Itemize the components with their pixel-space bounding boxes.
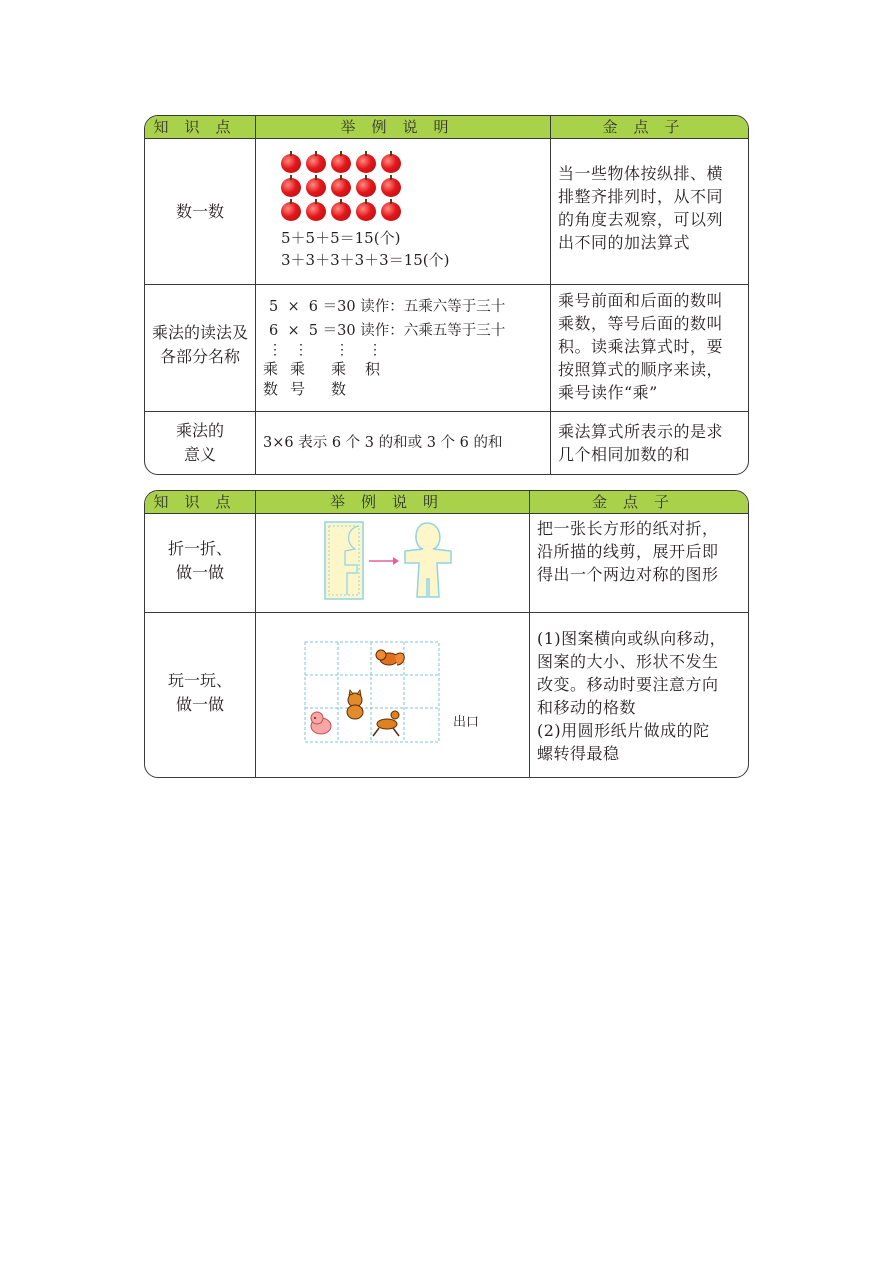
tip-line: 出不同的加法算式 — [558, 233, 691, 252]
topic-line: 乘法的读法及 — [151, 323, 248, 342]
apple-icon — [356, 178, 376, 197]
exit-label: 出口 — [453, 715, 480, 730]
apple-grid — [281, 154, 411, 222]
tip-line: 和移动的格数 — [537, 698, 637, 717]
apple-icon — [381, 202, 401, 221]
example-equation: 3＋3＋3＋3＋3＝15(个) — [281, 251, 450, 269]
part-name-product: 积 — [365, 360, 381, 378]
topic-play — [145, 669, 255, 717]
deer-icon — [373, 711, 399, 736]
apple-icon — [281, 202, 301, 221]
header-knowledge-point: 知识点 — [153, 118, 247, 136]
apple-icon — [381, 154, 401, 173]
topic-line: 玩一玩、 — [167, 671, 232, 690]
column-divider — [529, 491, 530, 777]
tip-line: 乘数，等号后面的数叫 — [558, 314, 724, 333]
column-divider — [550, 116, 551, 474]
apple-icon — [331, 178, 351, 197]
tip-line: 得出一个两边对称的图形 — [537, 565, 719, 584]
tip-text — [558, 162, 746, 254]
tip-text — [558, 420, 746, 466]
tip-text — [537, 627, 747, 765]
topic-line: 乘法的 — [175, 421, 224, 440]
tip-line: 的角度去观察，可以列 — [558, 210, 724, 229]
part-name-multiplicand: 乘数 — [263, 360, 279, 398]
tip-line: 把一张长方形的纸对折， — [537, 519, 719, 538]
tip-text — [558, 289, 746, 404]
topic-multiplication-reading — [145, 321, 255, 369]
topic-line: 做一做 — [175, 695, 224, 714]
tip-line: 按照算式的顺序来读， — [558, 360, 724, 379]
part-name-multiplier: 乘数 — [331, 360, 347, 398]
topic-line: 意义 — [183, 445, 216, 464]
tip-line: 乘法算式所表示的是求 — [558, 422, 724, 441]
tip-line: 乘号读作“乘” — [558, 383, 658, 402]
example-equation: 6 × 5 ＝30 读作：六乘五等于三十 — [269, 323, 506, 339]
knowledge-table-2 — [144, 490, 749, 778]
tip-line: 当一些物体按纵排、横 — [558, 164, 724, 183]
apple-icon — [281, 154, 301, 173]
arrow-icon — [369, 557, 399, 565]
tip-text — [537, 517, 747, 586]
apple-icon — [331, 154, 351, 173]
row-divider — [145, 411, 748, 412]
apple-icon — [356, 202, 376, 221]
topic-multiplication-meaning — [145, 419, 255, 467]
apple-icon — [356, 154, 376, 173]
table-header — [145, 116, 748, 139]
example-equation: 5 × 6 ＝30 读作：五乘六等于三十 — [269, 299, 506, 315]
header-tip: 金点子 — [591, 493, 685, 511]
tip-line: 排整齐排列时，从不同 — [558, 187, 724, 206]
topic-line: 各部分名称 — [159, 347, 240, 366]
apple-icon — [381, 178, 401, 197]
paper-cut-figure — [405, 523, 451, 597]
tip-line: 沿所描的线剪，展开后即 — [537, 542, 719, 561]
apple-icon — [281, 178, 301, 197]
dog-icon — [311, 712, 331, 734]
tip-line: 图案的大小、形状不发生 — [537, 652, 719, 671]
row-divider — [145, 612, 748, 613]
tip-line: 螺转得最稳 — [537, 744, 620, 763]
folded-paper — [325, 522, 363, 599]
tip-line: 乘号前面和后面的数叫 — [558, 291, 724, 310]
topic-fold — [145, 537, 255, 585]
header-tip: 金点子 — [602, 118, 696, 136]
table-header — [145, 491, 748, 514]
header-example: 举例说明 — [340, 118, 465, 136]
tip-line: (1)图案横向或纵向移动， — [537, 629, 727, 648]
paper-cut-illustration — [321, 519, 469, 603]
topic-line: 做一做 — [175, 563, 224, 582]
tip-line: 积。读乘法算式时，要 — [558, 337, 724, 356]
squirrel-icon — [376, 650, 404, 665]
topic-count: 数一数 — [175, 202, 224, 221]
apple-icon — [306, 202, 326, 221]
row-divider — [145, 284, 748, 285]
header-knowledge-point: 知识点 — [153, 493, 247, 511]
tip-line: 改变。移动时要注意方向 — [537, 675, 719, 694]
topic-line: 折一折、 — [167, 539, 232, 558]
apple-icon — [306, 178, 326, 197]
animal-grid — [303, 640, 443, 744]
knowledge-table-1: 知识点 举例说明 金点子 数一数 5＋5＋5＝15(个) 3＋3＋3＋3＋3＝15(个) 当一些物体按纵排、横 排整齐排列时，从不同 的角度去观察，可以列 出不同的加法算式 乘法的读法及 各部分名称 5 × 6 ＝30 读作：五乘六等于三十 6 × 5 ＝30 读作：六乘五等于三十 ⋮ ⋮ ⋮ ⋮ 乘数 乘号 乘数 积 乘号前面和后面的数叫 乘数，等号后面的数叫 积。读乘法算式时，要 按照算式的顺序来读， 乘号读作“乘” 乘法的 意义 3×6 表示 6 个 3 的和或 3 个 6 的和 乘法算式所表示的是求 几个相同加数的和 — [144, 115, 749, 475]
example-meaning: 3×6 表示 6 个 3 的和或 3 个 6 的和 — [263, 435, 503, 451]
column-divider — [255, 116, 256, 474]
column-divider — [255, 491, 256, 777]
tip-line: (2)用圆形纸片做成的陀 — [537, 721, 710, 740]
apple-icon — [331, 202, 351, 221]
apple-icon — [306, 154, 326, 173]
part-name-sign: 乘号 — [290, 360, 306, 398]
tip-line: 几个相同加数的和 — [558, 445, 691, 464]
cat-icon — [347, 690, 363, 719]
example-equation: 5＋5＋5＝15(个) — [281, 229, 401, 247]
header-example: 举例说明 — [329, 493, 454, 511]
